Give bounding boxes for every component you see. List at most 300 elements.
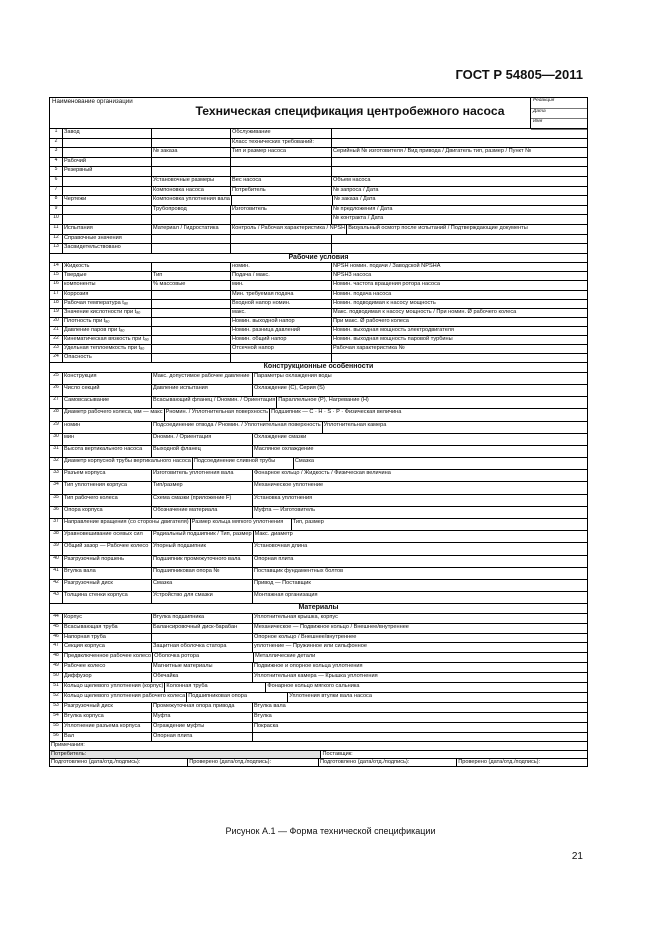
row-number: 13 (50, 244, 63, 253)
table-row (50, 733, 587, 743)
row-number: 26 (50, 385, 63, 396)
row-field-a: Число секций (63, 385, 152, 396)
table-row (50, 215, 587, 225)
row-field-d: Охлаждение смазки (254, 433, 307, 440)
row-field-d: NPSH номин. подачи / Заводской NPSHA (333, 263, 441, 270)
table-row (50, 495, 587, 507)
row-field-b: Компоновка уплотнения вала (152, 196, 232, 205)
row-field-a: Диаметр корпусной трубы вертикального насоса (63, 458, 193, 469)
row-field-d: Втулка вала (254, 702, 286, 709)
row-field-c: Магнитные материалы (152, 663, 253, 672)
notes-row (50, 742, 587, 750)
table-row (50, 244, 587, 254)
row-field-c: Pномин. / Уплотнительная поверхность (165, 409, 271, 420)
row-field-c: Подача / макс. (231, 272, 332, 280)
general-rows (50, 129, 587, 254)
design-rows (50, 373, 587, 605)
row-field-a: Высота вертикального насоса (63, 446, 152, 457)
standard-number: ГОСТ Р 54805—2011 (455, 67, 583, 82)
row-field-d: Макс. диаметр (254, 531, 293, 538)
row-field-c: Номин. разница давлений (231, 327, 332, 335)
row-field-d: Установка уплотнения (254, 494, 313, 501)
row-field-a: Опора корпуса (63, 507, 152, 518)
row-number: 12 (50, 235, 63, 244)
table-row (50, 556, 587, 568)
row-number: 33 (50, 470, 63, 481)
row-field-d: Покраска (254, 722, 279, 729)
row-field-d: Подвижное и опорное кольца уплотнения (254, 663, 363, 670)
row-field-c: Муфта (152, 713, 253, 722)
row-field-c: Подшипниковая опора № (152, 568, 253, 579)
row-field-a: Втулка корпуса (63, 713, 152, 722)
row-field-d: Уплотнения втулки вала насоса (289, 692, 372, 699)
row-field-c: Номин. выходной напор (231, 318, 332, 326)
row-field-c: Колонная труба (165, 683, 266, 692)
row-field-a (63, 215, 152, 224)
row-field-d: При макс. Ø рабочего колеса (333, 317, 409, 324)
figure-caption: Рисунок А.1 — Форма технической спецификации (225, 826, 436, 836)
table-row (50, 397, 587, 409)
table-row (50, 673, 587, 683)
row-field-c: Балансировочный диск-барабан (152, 624, 253, 633)
row-field-d (332, 158, 587, 167)
row-number: 28 (50, 409, 63, 420)
row-field-d: Номин. выходная мощность электродвигателя (333, 326, 454, 333)
row-field-c: Упорный подшипник (152, 543, 253, 554)
row-number: 19 (50, 309, 63, 317)
row-field-a: Самовсасывание (63, 397, 152, 408)
table-row (50, 139, 587, 149)
row-field-c: макс. (231, 309, 332, 317)
row-field-a: мин (63, 434, 152, 445)
row-number: 42 (50, 580, 63, 591)
row-number: 53 (50, 703, 63, 712)
table-row (50, 167, 587, 177)
table-row (50, 206, 587, 216)
row-number: 15 (50, 272, 63, 280)
row-field-c: Ограждение муфты (152, 723, 253, 732)
row-field-d: Подшипник — C · H · S · P · Физическая величина (271, 409, 402, 416)
row-field-a: Давление паров при tₐₒ (63, 327, 152, 335)
row-field-a: Уплотнение разъема корпуса (63, 723, 152, 732)
row-number: 41 (50, 568, 63, 579)
row-field-a: Предвключенное рабочее колесо (63, 653, 153, 662)
row-field-d (332, 139, 587, 148)
row-number: 3 (50, 148, 63, 157)
row-field-d: Поставщик фундаментных болтов (254, 567, 344, 574)
row-number: 16 (50, 281, 63, 289)
row-field-c: Подшипник промежуточного вала (152, 556, 253, 567)
table-row (50, 693, 587, 703)
row-field-b: Материал / Гидростатика (152, 225, 231, 234)
row-number: 55 (50, 723, 63, 732)
row-field-c: Тип/размер (152, 482, 253, 493)
row-field-b (152, 300, 231, 308)
row-field-a (63, 187, 152, 196)
table-row (50, 634, 587, 644)
row-field-a: Значение кислотности при tₐₒ (63, 309, 152, 317)
date-label: Дата (531, 109, 587, 120)
row-field-c: Подсоединение отвода / Pномин. / Уплотнительная поверхность (152, 422, 323, 433)
row-number: 14 (50, 263, 63, 271)
row-field-a: Разгрузочный диск (63, 580, 152, 591)
row-field-c: Потребитель (231, 187, 332, 196)
row-field-c (231, 215, 332, 224)
row-field-a: Тип уплотнения корпуса (63, 482, 152, 493)
row-field-a: Кольцо щелевого уплотнения рабочего колеса (63, 693, 187, 702)
row-field-c: Вес насоса (231, 177, 332, 186)
row-field-c: Контроль / Рабочая характеристика / NPSH (231, 225, 347, 234)
row-field-b: Компоновка насоса (152, 187, 231, 196)
row-field-a (63, 139, 152, 148)
row-number: 32 (50, 458, 63, 469)
row-number: 39 (50, 543, 63, 554)
consumer-label: Потребитель: (50, 751, 321, 758)
row-number: 46 (50, 634, 63, 643)
row-field-c: номин. (231, 263, 332, 271)
table-row (50, 263, 587, 272)
row-field-d: № запроса / Дата (333, 186, 379, 193)
row-field-a: Общий зазор — Рабочее колесо (63, 543, 152, 554)
table-row (50, 470, 587, 482)
table-row (50, 158, 587, 168)
row-field-c: Всасывающий фланец / Dномин. / Ориентация (152, 397, 277, 408)
table-row (50, 187, 587, 197)
row-number: 48 (50, 653, 63, 662)
row-field-a: Засвидетельствовано (63, 244, 152, 253)
row-field-a: Справочные значения (63, 235, 152, 244)
table-row (50, 309, 587, 318)
row-field-c: Защитная оболочка статора (152, 643, 253, 652)
checked-consumer: Проверено (дата/отд./подпись): (188, 759, 319, 766)
row-number: 18 (50, 300, 63, 308)
table-row (50, 354, 587, 363)
table-row (50, 713, 587, 723)
row-number: 21 (50, 327, 63, 335)
row-field-a: Направление вращения (со стороны двигателя) (63, 519, 191, 530)
row-field-c: Устройство для смазки (152, 592, 253, 603)
organization-label: Наименование организации (52, 98, 133, 105)
row-field-b (152, 309, 231, 317)
row-number: 54 (50, 713, 63, 722)
row-number: 25 (50, 373, 63, 384)
row-field-c (231, 244, 332, 253)
row-field-a: Разгрузочный поршень (63, 556, 152, 567)
row-number: 10 (50, 215, 63, 224)
row-field-d: Установочная длина (254, 543, 308, 550)
row-field-a: Вал (63, 733, 152, 742)
row-field-b: № заказа (152, 148, 231, 157)
row-number: 4 (50, 158, 63, 167)
row-field-b: % массовые (152, 281, 231, 289)
row-number: 47 (50, 643, 63, 652)
row-number: 45 (50, 624, 63, 633)
row-number: 7 (50, 187, 63, 196)
row-field-a: Тип рабочего колеса (63, 495, 152, 506)
row-field-a: Диффузор (63, 673, 152, 682)
table-row (50, 385, 587, 397)
prepared-supplier: Подготовлено (дата/отд./подпись): (319, 759, 457, 766)
row-field-b (152, 139, 231, 148)
table-row (50, 300, 587, 309)
row-field-d: Номин. частота вращения ротора насоса (333, 281, 440, 288)
table-row (50, 446, 587, 458)
row-number: 1 (50, 129, 63, 138)
table-row (50, 458, 587, 470)
row-field-a: Толщина стенки корпуса (63, 592, 152, 603)
row-number: 37 (50, 519, 63, 530)
row-field-b: Трубопровод (152, 206, 231, 215)
row-field-c: Изготовитель уплотнения вала (152, 470, 253, 481)
form-title: Техническая спецификация центробежного насоса (195, 104, 505, 118)
table-row (50, 336, 587, 345)
row-field-c: Промежуточная опора привода (152, 703, 253, 712)
row-field-d (253, 733, 587, 742)
row-field-c (232, 196, 333, 205)
row-field-b (152, 336, 231, 344)
row-field-a: Опасность (63, 354, 152, 362)
table-row (50, 482, 587, 494)
row-number: 27 (50, 397, 63, 408)
row-field-d: Рабочая характеристика № (333, 345, 405, 352)
row-field-c (231, 167, 332, 176)
row-number: 23 (50, 345, 63, 353)
row-field-d (332, 167, 587, 176)
row-field-c: Тип и размер насоса (231, 148, 332, 157)
row-field-c (231, 354, 332, 362)
row-field-c: Обслуживание (231, 129, 332, 138)
row-field-d (332, 129, 587, 138)
row-field-b (152, 327, 231, 335)
row-number: 38 (50, 531, 63, 542)
row-field-c: Подсоединение сливной трубы (193, 458, 294, 469)
row-field-a (63, 206, 152, 215)
row-field-a: Плотность при tₐₒ (63, 318, 152, 326)
revision-box (530, 98, 587, 128)
row-field-b (152, 318, 231, 326)
row-field-c: Оболочка ротора (153, 653, 254, 662)
row-field-c: Мин. требуемая подача (231, 291, 332, 299)
table-row (50, 580, 587, 592)
table-row (50, 592, 587, 604)
row-number: 20 (50, 318, 63, 326)
section-work-conditions: Рабочие условия (50, 254, 587, 264)
row-field-b (152, 158, 231, 167)
row-field-b (152, 263, 231, 271)
table-row (50, 225, 587, 235)
row-field-d: Объем насоса (333, 176, 371, 183)
table-row (50, 373, 587, 385)
row-field-a: Чертежи (63, 196, 152, 205)
row-field-b (152, 235, 231, 244)
row-field-d: Фонарное кольцо / Жидкость / Физическая величина (254, 470, 391, 477)
row-field-d: Параметры охлаждения воды (254, 372, 332, 379)
row-field-b (152, 129, 231, 138)
row-field-d: Номин. подводимая к насосу мощность (333, 299, 436, 306)
row-field-a: Втулка вала (63, 568, 152, 579)
row-field-b (152, 167, 231, 176)
table-row (50, 614, 587, 624)
checked-supplier: Проверено (дата/отд./подпись): (458, 758, 541, 765)
row-field-c: Размер кольца мягкого уплотнения (191, 519, 292, 530)
row-field-c: Смазка (152, 580, 253, 591)
row-field-d: Уплотнительная крышка, корпус (254, 613, 338, 620)
row-field-a: Диаметр рабочего колеса, мм — макс (63, 409, 165, 420)
revision-label: Редакция (531, 98, 587, 109)
row-field-c (231, 158, 332, 167)
supplier-label: Поставщик: (322, 750, 353, 757)
row-field-a: Разгрузочный диск (63, 703, 152, 712)
row-field-d: Тип, размер (292, 519, 324, 525)
row-field-a: Удельная теплоемкость при tₐₒ (63, 345, 152, 353)
row-field-d: Опорное кольцо / Внешнее/внутреннее (254, 633, 357, 640)
row-field-a: Разъем корпуса (63, 470, 152, 481)
row-field-b (152, 354, 231, 362)
row-field-c: Класс технических требований: (231, 139, 332, 148)
table-row (50, 235, 587, 245)
table-row (50, 543, 587, 555)
row-field-a: Рабочее колесо (63, 663, 152, 672)
row-number: 52 (50, 693, 63, 702)
table-row (50, 531, 587, 543)
row-number: 43 (50, 592, 63, 603)
table-row (50, 723, 587, 733)
row-field-a: Секция корпуса (63, 643, 152, 652)
row-field-d: Серийный № изготовителя / Вид привода / Двигатель тип, размер / Пункт № (333, 148, 532, 155)
table-row (50, 177, 587, 187)
row-number: 49 (50, 663, 63, 672)
row-number: 9 (50, 206, 63, 215)
row-field-d: Номин. выходная мощность паровой турбины (333, 335, 453, 342)
row-field-a: Корпус (63, 614, 152, 623)
row-field-d (332, 235, 587, 244)
notes-label: Примечания: (51, 742, 85, 749)
table-row (50, 148, 587, 158)
row-field-d (332, 354, 587, 362)
row-field-c: Давление испытания (152, 385, 253, 396)
row-field-c: Подшипниковая опора (187, 693, 288, 702)
row-field-c: Изготовитель (231, 206, 332, 215)
row-field-d: № заказа / Дата (333, 196, 376, 203)
row-field-d: Монтажная организация (254, 592, 318, 599)
row-field-a: Кинематическая вязкость при tₐₒ (63, 336, 152, 344)
row-field-a: Коррозия (63, 291, 152, 299)
table-row (50, 643, 587, 653)
prepared-consumer: Подготовлено (дата/отд./подпись): (50, 759, 188, 766)
table-row (50, 422, 587, 434)
row-field-a: Рабочий (63, 158, 152, 167)
section-design: Конструкционные особенности (50, 363, 587, 373)
row-field-d: № предложения / Дата (333, 205, 393, 212)
row-field-d: Привод — Поставщик (254, 579, 311, 586)
signature-row (50, 759, 587, 766)
row-field-a: Твердые (63, 272, 152, 280)
row-field-d: Макс. подводимая к насосу мощность / При номин. Ø рабочего колеса (333, 308, 517, 315)
row-field-b (152, 215, 231, 224)
row-field-a: Резервный (63, 167, 152, 176)
row-field-a (63, 148, 152, 157)
form-header (50, 98, 587, 129)
row-field-b: Установочные размеры (152, 177, 231, 186)
row-field-c: Макс. допустимое рабочее давление (152, 373, 253, 384)
row-number: 22 (50, 336, 63, 344)
row-field-c: Обозначение материала (152, 507, 253, 518)
row-field-c: Схема смазки (приложение F) (152, 495, 253, 506)
row-field-d: уплотнение — Пружинное или сильфонное (254, 643, 367, 650)
row-field-d: Механическое уплотнение (254, 482, 324, 489)
row-number: 17 (50, 291, 63, 299)
row-field-a: компоненты (63, 281, 152, 289)
row-field-a: Напорная труба (63, 634, 152, 643)
row-number: 24 (50, 354, 63, 362)
row-field-d: Механическое — Подвижное кольцо / Внешнее/внутреннее (254, 623, 409, 630)
table-row (50, 327, 587, 336)
row-field-c: Втулка подшипника (152, 614, 253, 623)
row-field-c: мин. (231, 281, 332, 289)
row-number: 8 (50, 196, 63, 205)
row-field-d (332, 244, 587, 253)
row-field-d: Опорная плита (254, 555, 294, 562)
row-number: 6 (50, 177, 63, 186)
table-row (50, 434, 587, 446)
row-field-c: Dномин. / Ориентация (152, 434, 253, 445)
row-field-d: Муфта — Изготовитель (254, 506, 316, 513)
row-field-d: Втулка (254, 712, 272, 719)
row-field-d: Номин. подача насоса (333, 290, 392, 297)
row-field-a: номин (63, 422, 152, 433)
table-row (50, 291, 587, 300)
page-number: 21 (571, 851, 583, 862)
consumer-row (50, 751, 587, 759)
table-row (50, 196, 587, 206)
work-rows (50, 263, 587, 363)
row-number: 5 (50, 167, 63, 176)
row-field-d: NPSH3 насоса (333, 272, 372, 279)
row-number: 31 (50, 446, 63, 457)
row-field-d: Охлаждение (C), Серия (S) (254, 384, 325, 391)
row-field-c: Опорная плита (152, 733, 253, 742)
row-number: 40 (50, 556, 63, 567)
row-field-c: Выходной фланец (152, 446, 253, 457)
row-field-b (152, 291, 231, 299)
row-field-a: Рабочая температура tₐₒ (63, 300, 152, 308)
row-field-b (152, 345, 231, 353)
row-field-d: Уплотнительная камера (323, 421, 387, 428)
row-number: 56 (50, 733, 63, 742)
row-field-d: Визуальный осмотр после испытаний / Подтверждающие документы (348, 224, 528, 231)
table-row (50, 129, 587, 139)
table-row (50, 683, 587, 693)
row-number: 34 (50, 482, 63, 493)
row-field-a: Конструкция (63, 373, 152, 384)
row-number: 50 (50, 673, 63, 682)
row-number: 44 (50, 614, 63, 623)
name-label: Имя (531, 119, 587, 130)
table-row (50, 345, 587, 354)
row-field-a: Жидкость (63, 263, 152, 271)
row-field-c: Номин. общий напор (231, 336, 332, 344)
row-field-c (152, 634, 253, 643)
table-row (50, 507, 587, 519)
table-row (50, 624, 587, 634)
row-field-c: Отсечной напор (231, 345, 332, 353)
row-field-b (152, 244, 231, 253)
row-number: 36 (50, 507, 63, 518)
section-materials: Материалы (50, 604, 587, 614)
row-field-a: Кольцо щелевого уплотнения (корпус) (63, 683, 165, 692)
table-row (50, 519, 587, 531)
row-field-a: Всасывающая труба (63, 624, 152, 633)
